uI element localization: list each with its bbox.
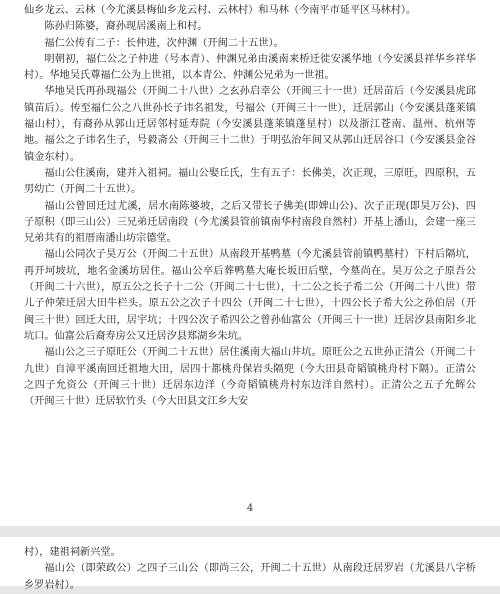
paragraph: 福山公同次子昊万公（开闽二十五世）从南段开基鸭墓（今尤溪县管前镇鸭墓村）下村后隔坑，再开坷坡坑，地名金溪坊居住。福山公卒后葬鸭墓大庵长坂田后壁，今墓尚在。昊万公之子原吾公（开闽二十六世），原五公之长子十二公（开闽二十七世），十二公之长子希二公（开闽二十八世）带儿子仲荣迁居大田牛栏头。原五公之次子十四公（开闽二十七世），十四公长子希大公之孙伯居（开闽三十世）回迁大田，居宇坑；十四公次子希四公之曾孙仙富公（开闽三十一世）迁居汐县南阳乡北坑口。仙富公后裔寿房公又迁居汐县郑湖乡朱坑。 xyxy=(24,249,476,342)
paragraph: 陈孙归陈婆，裔孙现居溪南上和村。 xyxy=(44,21,208,33)
paragraph: 村），建祖祠新兴堂。 xyxy=(24,547,121,558)
paragraph: 福山公曾回迁过尤溪，居水南陈婆坡，之后又带长子佛美(即婢山公)、次子正现(即昊万公)、四子原积（即三山公）三兄弟迁居南段（今尤溪县管前镇南华村南段自然村）开基上潘山，会建一座三兄弟共有的祖厝南潘山坊宗德堂。 xyxy=(24,200,476,245)
paragraph: 福山公住溪南，建并入祖祠。福山公娶丘氏，生有五子：长佛美，次正现，三原旺，四原积，五男幼亡（开闽二十五世）。 xyxy=(24,167,476,196)
page-separator xyxy=(0,526,500,537)
paragraph: 明朝初，福仁公之子仲进（号本青）、仲渊兄弟由溪南来桥迁徙安溪华地（今安溪县祥华乡祥华村）。华地吴氏尊福仁公为上世祖，以本青公、仲渊公兄弟为一世祖。 xyxy=(24,53,476,82)
paragraph: 华地吴氏再孙现福公（开闽二十八世）之玄孙启幸公（开闽三十一世）迁居苗后（今安溪县虎邱镇苗后）。传至福仁公之八世孙长子讳名祖发，号福公（开闽三十一世），迁居郭山（今安溪县蓬莱镇福山村），有裔孙从郭山迁居邻村延寿院（今安溪县蓬莱镇蓬星村）以及浙江苍南、温州、杭州等地。福公之子讳名生子，号毅斋公（开闽三十二世）于明弘治年间又从郭山迁居谷口（今安溪县金谷镇金东村）。 xyxy=(24,86,476,163)
paragraph: 仙乡龙云、云林（今尤溪县梅仙乡龙云村、云林村）和马林（今南平市延平区马林村）。 xyxy=(24,5,417,16)
paragraph: 福山公（即荣政公）之四子三山公（即尚三公，开闽二十五世）从南段迁居罗岩（尤溪县八字桥乡罗岩村）。 xyxy=(24,563,476,591)
document-page-bottom xyxy=(0,537,500,591)
paragraph: 福仁公传有二子：长仲进，次仲渊（开闽二十五世）。 xyxy=(44,37,284,49)
page-number: 4 xyxy=(246,503,254,514)
paragraph: 福山公之三子原旺公（开闽二十五世）居住溪南大福山井坑。原旺公之五世孙正清公（开闽二十九世）自漳平溪南回迁祖地大田，居四十都桃舟保岩头隔兜（今大田县奇韬镇桃舟村下隔）。正清公之四子允资公（开闽三十世）迁居东边洋（今奇韬镇桃舟村东边洋自然村）。正清公之五子允辉公（开闽三十世）迁居软竹头（今大田县文江乡大安 xyxy=(24,347,476,408)
